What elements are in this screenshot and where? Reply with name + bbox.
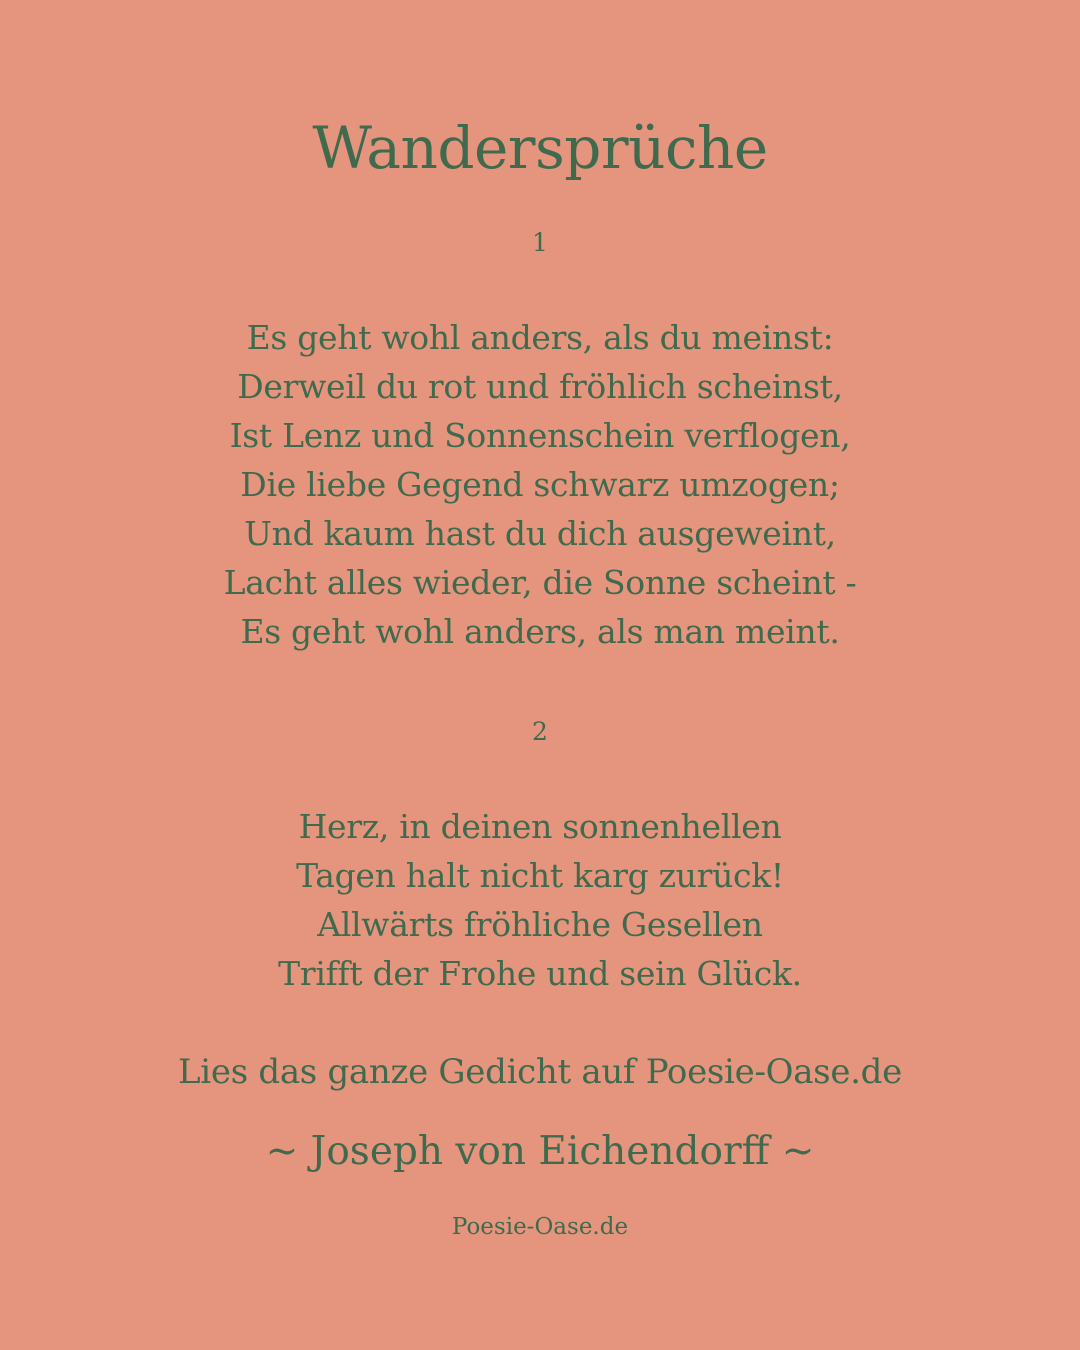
poem-line: Es geht wohl anders, als man meint. xyxy=(240,612,840,651)
stanza-number: 1 xyxy=(532,228,548,257)
poem-line: Es geht wohl anders, als du meinst: xyxy=(246,318,834,357)
stanza xyxy=(0,802,1080,998)
poem-title: Wandersprüche xyxy=(312,114,768,182)
read-more-text: Lies das ganze Gedicht auf Poesie-Oase.de xyxy=(178,1052,902,1092)
poem-line: Ist Lenz und Sonnenschein verflogen, xyxy=(229,416,851,455)
poem-line: Derweil du rot und fröhlich scheinst, xyxy=(237,367,843,406)
author-name: ~ Joseph von Eichendorff ~ xyxy=(265,1129,815,1174)
stanza xyxy=(0,313,1080,656)
poem-line: Tagen halt nicht karg zurück! xyxy=(296,856,784,895)
poem-line: Und kaum hast du dich ausgeweint, xyxy=(244,514,836,553)
poem-line: Die liebe Gegend schwarz umzogen; xyxy=(240,465,840,504)
poem-line: Trifft der Frohe und sein Glück. xyxy=(278,954,802,993)
poem-line: Herz, in deinen sonnenhellen xyxy=(298,807,782,846)
poem-line: Lacht alles wieder, die Sonne scheint - xyxy=(223,563,857,602)
poem-line: Allwärts fröhliche Gesellen xyxy=(317,905,763,944)
stanza-number: 2 xyxy=(532,717,548,746)
site-watermark: Poesie-Oase.de xyxy=(451,1214,629,1240)
